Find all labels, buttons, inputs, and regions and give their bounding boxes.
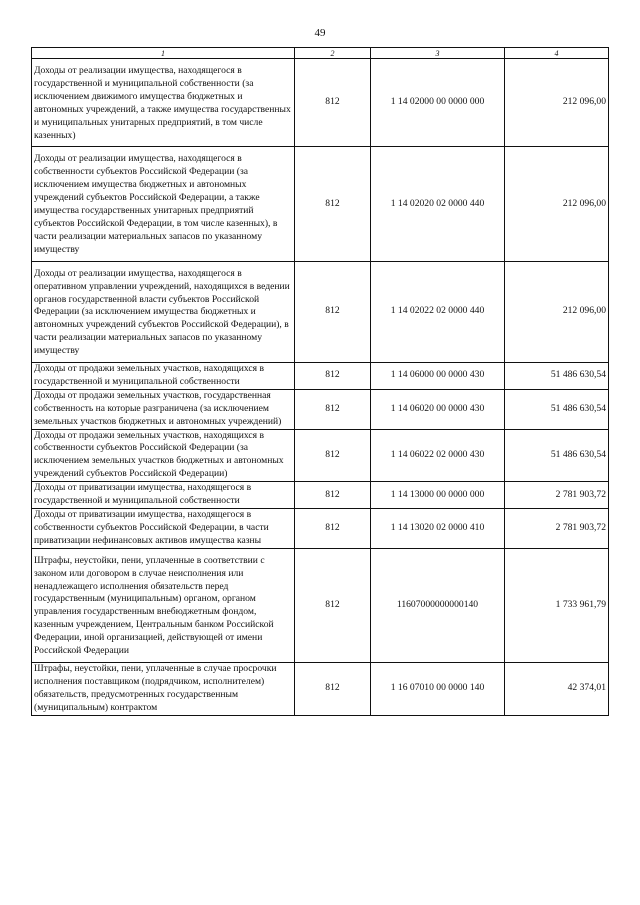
row-description: Штрафы, неустойки, пени, уплаченные в соответствии с законом или договором в случае неисполнения или ненадлежащего исполнения обязательств перед государственным (муниципальным) органом, органом управления государственным внебюджетным фондом, казенным учреждением, Центральным банком Российской Федерации, иной организацией, действующей от имени Российской Федерации bbox=[32, 548, 295, 662]
table-row bbox=[32, 363, 609, 390]
row-admin-code: 812 bbox=[295, 509, 371, 549]
table-row bbox=[32, 509, 609, 549]
row-admin-code: 812 bbox=[295, 261, 371, 362]
table-row bbox=[32, 662, 609, 715]
column-number-2: 2 bbox=[295, 48, 371, 59]
row-admin-code: 812 bbox=[295, 429, 371, 482]
row-budget-code: 1 14 06000 00 0000 430 bbox=[371, 363, 505, 390]
row-amount: 51 486 630,54 bbox=[505, 363, 609, 390]
row-budget-code: 1 16 07010 00 0000 140 bbox=[371, 662, 505, 715]
row-description: Доходы от продажи земельных участков, находящихся в государственной и муниципальной собственности bbox=[32, 363, 295, 390]
row-description: Доходы от приватизации имущества, находящегося в государственной и муниципальной собственности bbox=[32, 482, 295, 509]
table-row bbox=[32, 429, 609, 482]
row-admin-code: 812 bbox=[295, 147, 371, 261]
column-number-1: 1 bbox=[32, 48, 295, 59]
table-row bbox=[32, 389, 609, 429]
row-admin-code: 812 bbox=[295, 363, 371, 390]
row-description: Доходы от продажи земельных участков, государственная собственность на которые разграничена (за исключением земельных участков бюджетных и автономных учреждений) bbox=[32, 389, 295, 429]
row-admin-code: 812 bbox=[295, 548, 371, 662]
row-admin-code: 812 bbox=[295, 482, 371, 509]
page-number: 49 bbox=[314, 27, 326, 39]
row-amount: 51 486 630,54 bbox=[505, 389, 609, 429]
revenue-table-body bbox=[32, 48, 609, 716]
row-budget-code: 1 14 02020 02 0000 440 bbox=[371, 147, 505, 261]
row-amount: 212 096,00 bbox=[505, 59, 609, 147]
column-number-3: 3 bbox=[371, 48, 505, 59]
row-description: Доходы от реализации имущества, находящегося в собственности субъектов Российской Федерации (за исключением имущества бюджетных и автономных учреждений субъектов Российской Федерации, а также имущества государственных унитарных предприятий субъектов Российской Федерации, в том числе казенных), в части реализации материальных запасов по указанному имуществу bbox=[32, 147, 295, 261]
row-description: Доходы от реализации имущества, находящегося в государственной и муниципальной собственности (за исключением движимого имущества бюджетных и автономных учреждений, а также имущества государственных и муниципальных унитарных предприятий, в том числе казенных) bbox=[32, 59, 295, 147]
row-amount: 2 781 903,72 bbox=[505, 482, 609, 509]
row-budget-code: 1 14 06022 02 0000 430 bbox=[371, 429, 505, 482]
row-budget-code: 1 14 13000 00 0000 000 bbox=[371, 482, 505, 509]
row-amount: 2 781 903,72 bbox=[505, 509, 609, 549]
row-amount: 212 096,00 bbox=[505, 147, 609, 261]
table-row bbox=[32, 482, 609, 509]
row-description: Доходы от приватизации имущества, находящегося в собственности субъектов Российской Федерации, в части приватизации нефинансовых активов имущества казны bbox=[32, 509, 295, 549]
column-number-4: 4 bbox=[505, 48, 609, 59]
row-budget-code: 1 14 13020 02 0000 410 bbox=[371, 509, 505, 549]
row-budget-code: 11607000000000140 bbox=[371, 548, 505, 662]
row-amount: 42 374,01 bbox=[505, 662, 609, 715]
row-amount: 51 486 630,54 bbox=[505, 429, 609, 482]
row-admin-code: 812 bbox=[295, 662, 371, 715]
table-row bbox=[32, 147, 609, 261]
row-admin-code: 812 bbox=[295, 389, 371, 429]
row-amount: 1 733 961,79 bbox=[505, 548, 609, 662]
row-description: Доходы от продажи земельных участков, находящихся в собственности субъектов Российской Федерации (за исключением земельных участков бюджетных и автономных учреждений субъектов Российской Федерации) bbox=[32, 429, 295, 482]
row-amount: 212 096,00 bbox=[505, 261, 609, 362]
revenue-table bbox=[31, 47, 609, 716]
row-admin-code: 812 bbox=[295, 59, 371, 147]
row-budget-code: 1 14 06020 00 0000 430 bbox=[371, 389, 505, 429]
row-budget-code: 1 14 02022 02 0000 440 bbox=[371, 261, 505, 362]
row-description: Доходы от реализации имущества, находящегося в оперативном управлении учреждений, находящихся в ведении органов государственной власти субъектов Российской Федерации (за исключением имущества бюджетных и автономных учреждений субъектов Российской Федерации), в части реализации материальных запасов по указанному имуществу bbox=[32, 261, 295, 362]
table-row bbox=[32, 59, 609, 147]
table-row bbox=[32, 548, 609, 662]
table-row bbox=[32, 261, 609, 362]
row-description: Штрафы, неустойки, пени, уплаченные в случае просрочки исполнения поставщиком (подрядчиком, исполнителем) обязательств, предусмотренных государственным (муниципальным) контрактом bbox=[32, 662, 295, 715]
row-budget-code: 1 14 02000 00 0000 000 bbox=[371, 59, 505, 147]
column-number-row bbox=[32, 48, 609, 59]
